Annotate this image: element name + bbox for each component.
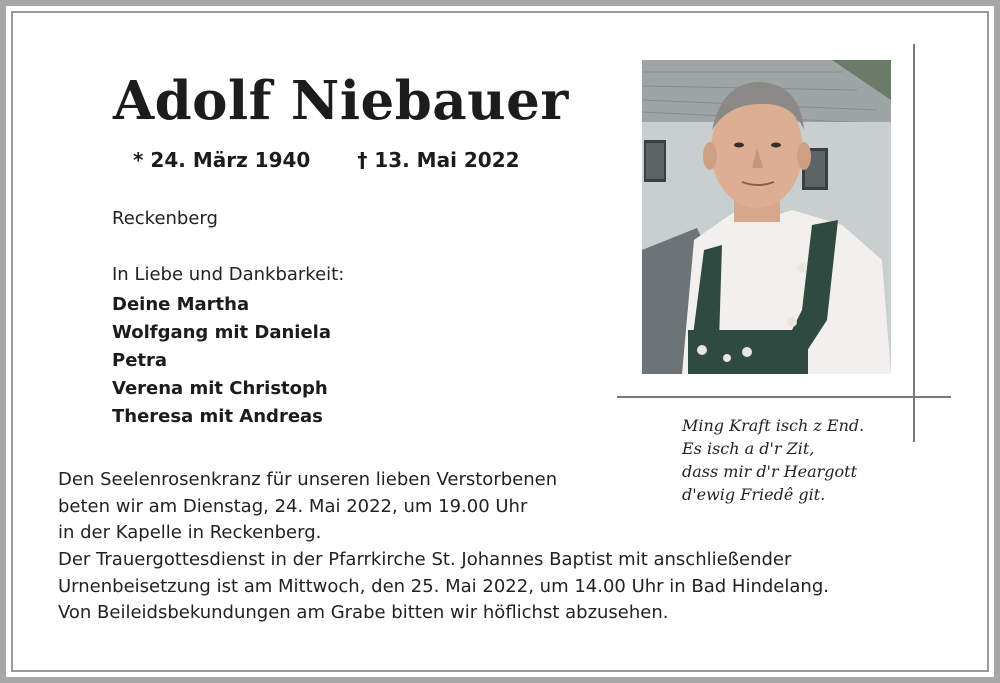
- notice-line: Den Seelenrosenkranz für unseren lieben Verstorbenen: [58, 469, 558, 490]
- poem: [682, 415, 864, 507]
- notice-line: Von Beileidsbekundungen am Grabe bitten wir höflichst abzusehen.: [58, 602, 669, 623]
- poem-line: Ming Kraft isch z End.: [682, 416, 865, 435]
- rosary-notice: [58, 468, 557, 548]
- mourner-list: [112, 293, 331, 433]
- portrait-photo: [642, 60, 891, 374]
- hometown: Reckenberg: [112, 208, 218, 229]
- notice-line: beten wir am Dienstag, 24. Mai 2022, um 19.00 Uhr: [58, 495, 528, 517]
- mourner: Petra: [112, 350, 168, 371]
- mourner: Theresa mit Andreas: [112, 406, 323, 427]
- death-date: † 13. Mai 2022: [357, 148, 520, 172]
- mourner: Verena mit Christoph: [112, 378, 328, 399]
- poem-line: dass mir d'r Heargott: [682, 462, 858, 481]
- notice-line: Urnenbeisetzung ist am Mittwoch, den 25. Mai 2022, um 14.00 Uhr in Bad Hindelang.: [58, 575, 829, 597]
- notice-line: in der Kapelle in Reckenberg.: [58, 522, 322, 543]
- dedication-intro: In Liebe und Dankbarkeit:: [112, 264, 345, 285]
- poem-line: Es isch a d'r Zit,: [682, 439, 815, 458]
- poem-line: d'ewig Friedê git.: [682, 485, 826, 504]
- deceased-name: Adolf Niebauer: [113, 70, 569, 132]
- mourner: Wolfgang mit Daniela: [112, 322, 331, 343]
- life-dates: [133, 148, 520, 172]
- notice-line: Der Trauergottesdienst in der Pfarrkirche St. Johannes Baptist mit anschließender: [58, 549, 792, 570]
- birth-date: * 24. März 1940: [133, 148, 311, 172]
- horizontal-rule: [617, 396, 951, 398]
- funeral-notice: [58, 548, 829, 628]
- vertical-rule: [913, 44, 915, 442]
- mourner: Deine Martha: [112, 294, 250, 315]
